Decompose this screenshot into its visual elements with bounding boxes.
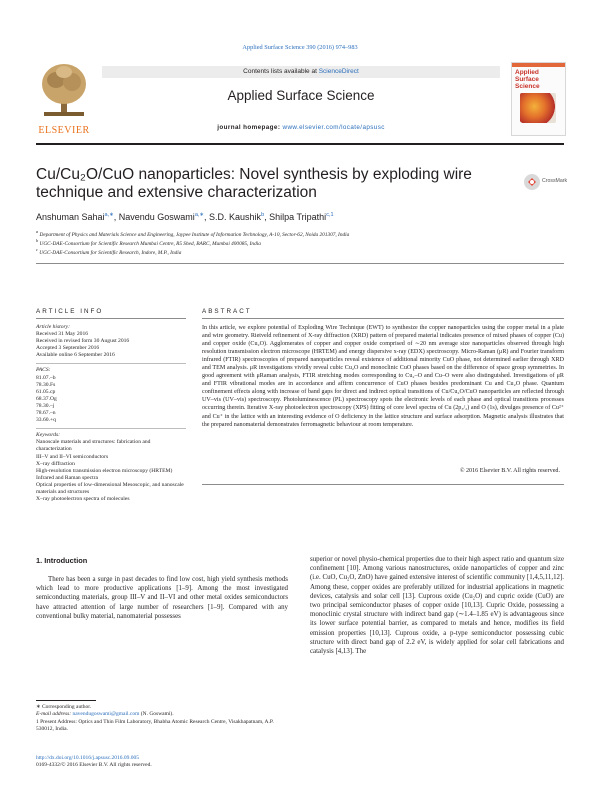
- journal-cover[interactable]: [511, 62, 566, 136]
- email-link[interactable]: navendugoswami@gmail.com: [72, 711, 140, 718]
- affiliation: $^b$ UGC-DAE-Consortium for Scientific Research Mumbai Centre, R5 Shed, BARC, Mumbai 400085, India: [36, 238, 261, 247]
- abstract-text: In this article, we explore potential of Exploding Wire Technique (EWT) to synthesize the copper nanoparticles using the copper metal in a plate and wire geometry. Rietveld refinement of X-ray diffraction (XRD) pattern of prepared material indicates presence of mixed phases of copper (Cu) and copper oxide (Cu₂O). Agglomerates of copper and copper oxide comprised of ∼20 nm average size nanoparticles observed through high resolution transmission electron microscope (HRTEM) and energy dispersive x-ray (EDX) spectroscopy. Micro-Raman (μR) and Fourier transform infrared (FTIR) spectroscopies of prepared nanoparticles reveal existence of additional minority CuO phase, not determined earlier through XRD and TEM analysis. μR investigations vividly reveal cubic Cu₂O and monoclinic CuO phases based on the difference of space group symmetries. In good agreement with μRaman analysis, FTIR stretching modes corresponding to Cu₂–O and Cu–O were also distinguished. Investigations of μR and FTIR vibrational modes are in accordance and affirm concurrence of CuO phases besides predominant Cu and Cu₂O phase. Quantum confinement effects along with increase of band gaps for direct and indirect optical transitions of Cu/Cu₂O/CuO nanoparticles are reflected through UV–vis (UV–vis) spectroscopy. Photoluminescence (PL) spectroscopy spots the electronic levels of each phase and optical transitions processes occurring therein. Iterative X-ray photoelectron spectroscopy (XPS) fitting of core level spectra of Cu (2p₃/₂) and O (1s), divulges presence of Cu²⁺ and Cu⁺ in the lattice with an interesting evidence of O deficiency in the lattice structure and surface adsorption. Magnetic analysis illustrates that the prepared nanomaterial demonstrates ferromagnetic behaviour at room temperature.: [202, 325, 564, 428]
- contents-prefix: Contents lists available at: [243, 68, 317, 75]
- history-label: Article history:: [36, 324, 71, 330]
- pacs-label: PACS:: [36, 367, 51, 374]
- sciencedirect-link[interactable]: ScienceDirect: [318, 68, 359, 75]
- info-divider: [36, 428, 186, 429]
- author-list: Anshuman Sahai$^{a,∗}$, Navendu Goswami$^{a,∗}$, S.D. Kaushik$^b$, Shilpa Tripathi$^{c,1}$: [36, 212, 334, 222]
- journal-citation[interactable]: Applied Surface Science 390 (2016) 974–983: [242, 44, 358, 51]
- history-item: Received 31 May 2016: [36, 331, 89, 338]
- cover-title: Applied Surface Science: [515, 69, 540, 90]
- keyword-item: X–ray photoelectron spectra of molecules: [36, 496, 130, 503]
- cover-image: [520, 93, 556, 123]
- author-name: Shilpa Tripathi: [269, 212, 327, 222]
- pacs-item: 68.37.Og: [36, 395, 57, 402]
- pacs-item: 81.07.–b: [36, 374, 56, 381]
- abstract-copyright: © 2016 Elsevier B.V. All rights reserved.: [459, 468, 560, 474]
- keyword-item: Optical properties of low-dimensional Mesoscopic, and nanoscale materials and structures: [36, 481, 184, 495]
- present-address-note: 1 Present Address: Optics and Thin Film Laboratory, Bhabha Atomic Research Centre, Visakhapatnam, A.P. 530012, India.: [36, 718, 274, 732]
- keyword-item: Nanoscale materials and structures: fabrication and characterization: [36, 439, 151, 453]
- pacs-item: 78.30.Fs: [36, 381, 56, 388]
- homepage-label: journal homepage:: [217, 124, 281, 131]
- article-info: [36, 324, 186, 503]
- corresponding-author-note: ∗ Corresponding author.: [36, 704, 92, 710]
- email-label: E-mail address:: [36, 711, 72, 718]
- author-sup[interactable]: a,∗: [104, 212, 114, 218]
- author-name: S.D. Kaushik: [209, 212, 262, 222]
- affiliation: $^a$ Department of Physics and Materials Science and Engineering, Jaypee Institute of Information Technology, A-10, Sector-62, Noida 201307, India: [36, 229, 350, 238]
- affiliation: $^c$ UGC-DAE-Consortium for Scientific Research, Indore, M.P., India: [36, 247, 182, 256]
- author-sup[interactable]: a,∗: [194, 212, 205, 218]
- keyword-item: III–V and II–VI semiconductors: [36, 453, 109, 460]
- email-owner: (N. Goswami).: [140, 711, 174, 718]
- pacs-item: 78.30.–j: [36, 402, 55, 409]
- article-title: Cu/Cu₂O/CuO nanoparticles: Novel synthesis by exploding wire technique and extensive characterization: [36, 166, 472, 201]
- header-rule: [36, 143, 564, 145]
- pacs-item: 78.67.–n: [36, 410, 56, 417]
- keyword-item: High-resolution transmission electron microscopy (HRTEM): [36, 467, 173, 474]
- introduction-heading: 1. Introduction: [36, 556, 88, 565]
- introduction-right-column: superior or novel physio-chemical properties due to their high aspect ratio and quantum size confinement [10]. Among various nanostructures, oxide nanoparticles of copper and zinc (i.e. CuO, Cu₂O, ZnO) have gained extensive interest of scientific community [1,4,5,11,12]. Among these, copper oxides are preferably utilized for industrial applications in magnetic devices, catalysis and solar cell [13]. Cuprous oxide (Cu₂O) and cupric oxide (CuO) are two principal semiconductor phases of copper oxide [10,13]. Cupric Oxide, possessing a monoclinic crystal structure with indirect band gap (∼1.4–1.85 eV) is advantageous since its lower surface potential barrier, as compared to metals and hence, modifies its field emission properties [10,13]. Cuprous oxide, a p-type semiconductor possessing cubic structure with direct band gap of 2.2 eV, is widely applied for solar cell fabrications and catalysis [4,13]. The: [310, 556, 564, 656]
- doi-link[interactable]: http://dx.doi.org/10.1016/j.apsusc.2016.09.005: [36, 755, 140, 761]
- keyword-item: X–ray diffraction: [36, 460, 75, 467]
- pacs-item: 33.60.+q: [36, 417, 56, 424]
- journal-homepage: [102, 124, 500, 131]
- email-note: [36, 711, 288, 718]
- footnote-rule: [36, 700, 96, 701]
- info-rule: [36, 318, 186, 319]
- history-item: Accepted 3 September 2016: [36, 345, 100, 352]
- issn-line: 0169-4332/© 2016 Elsevier B.V. All rights reserved.: [36, 762, 152, 769]
- footnotes: [36, 704, 288, 733]
- author-name: Navendu Goswami: [118, 212, 195, 222]
- elsevier-tree-icon: [40, 62, 88, 118]
- pacs-item: 61.05.cp: [36, 388, 56, 395]
- abstract-bottom-rule: [202, 484, 564, 485]
- history-item: Available online 6 September 2016: [36, 352, 115, 359]
- cover-top-bar: [512, 63, 565, 67]
- author-sup[interactable]: b: [261, 212, 265, 218]
- introduction-left-column: There has been a surge in past decades to find low cost, high yield synthesis methods which lead to more productive applications [1–9]. Among the most investigated semiconducting materials, group III–V and II–VI and other metal oxides semiconductors have attracted attention of large number of researchers [1–9]. Compared with any conventional bulky material, nanomaterial possesses: [36, 576, 288, 620]
- abstract-rule: [202, 318, 564, 319]
- keyword-item: Infrared and Raman spectra: [36, 474, 98, 481]
- doi-block: [36, 755, 288, 770]
- article-info-heading: ARTICLE INFO: [36, 308, 104, 315]
- author-name: Anshuman Sahai: [36, 212, 105, 222]
- affiliation-rule: [36, 263, 564, 264]
- crossmark-label: CrossMark: [542, 178, 568, 184]
- contents-bar: [102, 66, 500, 78]
- history-item: Received in revised form 30 August 2016: [36, 338, 130, 345]
- author-sup[interactable]: c,1: [326, 212, 334, 218]
- elsevier-logo: [36, 62, 92, 136]
- keywords-label: Keywords:: [36, 432, 61, 439]
- journal-title: Applied Surface Science: [227, 88, 375, 103]
- elsevier-wordmark: ELSEVIER: [38, 125, 90, 136]
- crossmark-badge[interactable]: [523, 172, 568, 192]
- abstract-heading: ABSTRACT: [202, 308, 252, 315]
- homepage-link[interactable]: www.elsevier.com/locate/apsusc: [282, 124, 385, 131]
- info-divider: [36, 363, 186, 364]
